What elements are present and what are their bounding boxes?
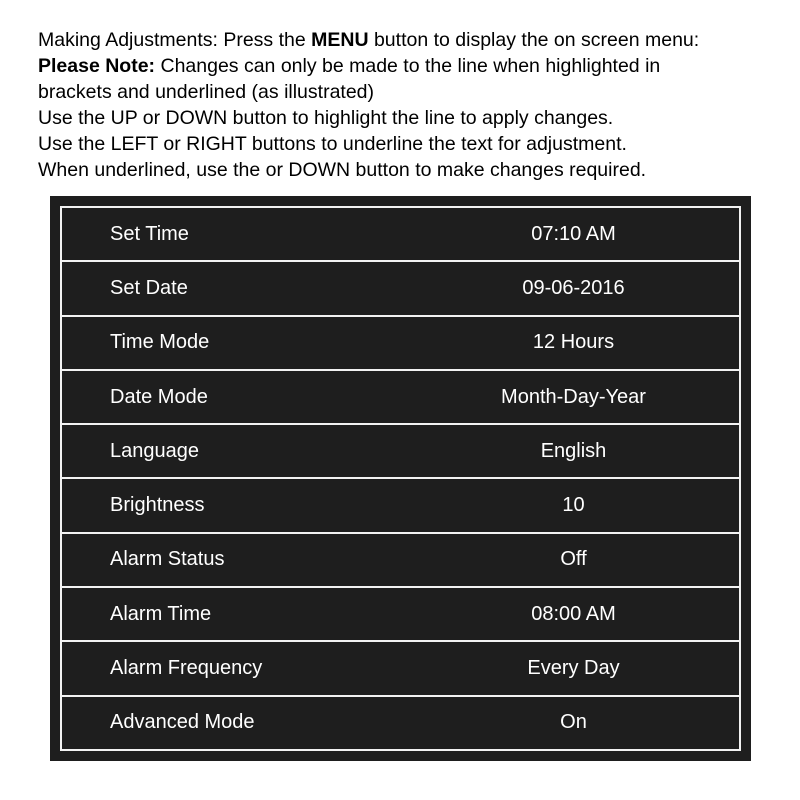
menu-list bbox=[60, 206, 741, 751]
instructions-text bbox=[38, 27, 788, 183]
instruction-line-5: Use the LEFT or RIGHT buttons to underline the text for adjustment. bbox=[38, 133, 627, 155]
menu-row-value: Month-Day-Year bbox=[501, 385, 646, 408]
menu-row-label: Alarm Status bbox=[110, 548, 225, 571]
instruction-line-3: brackets and underlined (as illustrated) bbox=[38, 81, 375, 103]
instruction-line-1 bbox=[38, 27, 788, 53]
menu-row-language[interactable] bbox=[62, 425, 739, 477]
menu-row-alarm-frequency[interactable] bbox=[62, 642, 739, 694]
menu-row-set-date[interactable] bbox=[62, 262, 739, 314]
menu-row-value: 08:00 AM bbox=[531, 602, 616, 625]
instruction-line-4: Use the UP or DOWN button to highlight the line to apply changes. bbox=[38, 107, 614, 129]
menu-row-value: 07:10 AM bbox=[531, 222, 616, 245]
menu-button-name: MENU bbox=[311, 29, 369, 51]
menu-row-label: Date Mode bbox=[110, 385, 208, 408]
menu-row-brightness[interactable] bbox=[62, 479, 739, 531]
menu-row-label: Set Time bbox=[110, 222, 189, 245]
instruction-text: button to display the on screen menu: bbox=[368, 29, 700, 51]
menu-row-alarm-time[interactable] bbox=[62, 588, 739, 640]
menu-row-set-time[interactable] bbox=[62, 208, 739, 260]
menu-row-value: On bbox=[560, 711, 587, 734]
menu-row-value: English bbox=[540, 439, 607, 462]
menu-row-value: Every Day bbox=[527, 657, 620, 680]
instruction-text: Making Adjustments: Press the bbox=[38, 29, 312, 51]
menu-row-date-mode[interactable] bbox=[62, 371, 739, 423]
menu-row-time-mode[interactable] bbox=[62, 317, 739, 369]
menu-row-value: 09-06-2016 bbox=[522, 276, 625, 299]
menu-row-label: Advanced Mode bbox=[110, 711, 255, 734]
menu-row-advanced-mode[interactable] bbox=[62, 697, 739, 749]
menu-row-label: Language bbox=[110, 439, 199, 462]
instruction-text: Changes can only be made to the line when highlighted in bbox=[155, 55, 661, 77]
menu-row-value: 10 bbox=[562, 494, 585, 517]
menu-row-label: Time Mode bbox=[110, 331, 210, 354]
instruction-line-2 bbox=[38, 53, 788, 79]
on-screen-menu bbox=[50, 196, 751, 761]
menu-row-value: Off bbox=[560, 548, 587, 571]
menu-row-alarm-status[interactable] bbox=[62, 534, 739, 586]
instruction-line-6: When underlined, use the or DOWN button to make changes required. bbox=[38, 159, 647, 181]
please-note-label: Please Note: bbox=[38, 55, 156, 77]
menu-row-label: Alarm Time bbox=[110, 602, 212, 625]
menu-row-label: Set Date bbox=[110, 276, 188, 299]
menu-row-value: 12 Hours bbox=[532, 331, 615, 354]
menu-row-label: Alarm Frequency bbox=[110, 657, 263, 680]
menu-row-label: Brightness bbox=[110, 494, 205, 517]
